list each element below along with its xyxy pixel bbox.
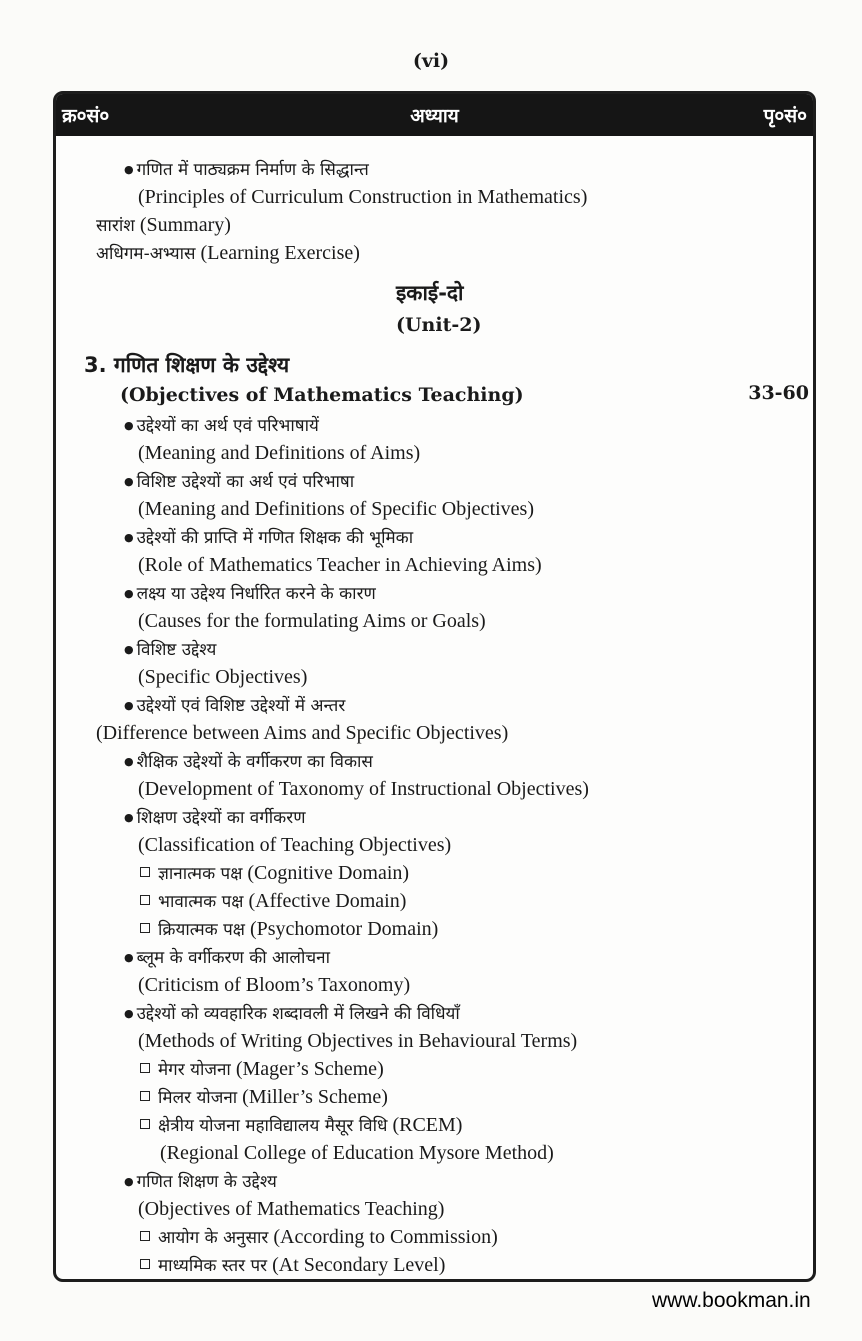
sub-entry <box>140 1252 445 1279</box>
website-link[interactable]: www.bookman.in <box>652 1289 811 1312</box>
toc-entry <box>124 748 373 777</box>
exercise-english: (Learning Exercise) <box>200 242 360 264</box>
checkbox-square-icon <box>140 895 150 905</box>
entry-hindi: ● गणित में पाठ्यक्रम निर्माण के सिद्धान्त <box>124 160 369 180</box>
entry-hindi: ● ब्लूम के वर्गीकरण की आलोचना <box>124 948 330 968</box>
sub-entry-detail: (Regional College of Education Mysore Method) <box>160 1142 554 1164</box>
chapter-hindi: गणित शिक्षण के उद्देश्य <box>113 353 290 377</box>
sub-entry-english: (According to Commission) <box>273 1226 498 1248</box>
summary-entry <box>96 212 231 239</box>
sub-entry-hindi: माध्यमिक स्तर पर <box>158 1256 268 1276</box>
entry-hindi: ● उद्देश्यों का अर्थ एवं परिभाषायें <box>124 416 319 436</box>
toc-entry <box>124 692 345 721</box>
header-chapter: अध्याय <box>410 105 459 127</box>
sub-entry-english: (Mager’s Scheme) <box>235 1058 384 1080</box>
unit-title-english: (Unit-2) <box>396 314 482 336</box>
entry-hindi: ● गणित शिक्षण के उद्देश्य <box>124 1172 277 1192</box>
checkbox-square-icon <box>140 867 150 877</box>
toc-entry <box>124 412 319 441</box>
header-serial-no: क्र०सं० <box>62 105 110 127</box>
entry-english: (Role of Mathematics Teacher in Achieving Aims) <box>138 554 542 576</box>
toc-entry <box>124 524 413 553</box>
toc-table <box>53 91 816 1282</box>
checkbox-square-icon <box>140 1119 150 1129</box>
chapter-number: 3. <box>84 353 107 377</box>
sub-entry <box>140 860 409 887</box>
sub-entry-english: (Psychomotor Domain) <box>249 918 439 940</box>
checkbox-square-icon <box>140 1259 150 1269</box>
exercise-hindi: अधिगम-अभ्यास <box>96 244 196 264</box>
entry-english: (Meaning and Definitions of Aims) <box>138 442 421 464</box>
toc-entry <box>124 156 369 185</box>
sub-entry-english: (RCEM) <box>392 1114 463 1136</box>
entry-english: (Specific Objectives) <box>138 666 308 688</box>
entry-english: (Classification of Teaching Objectives) <box>138 834 452 856</box>
sub-entry <box>140 1084 388 1111</box>
sub-entry-hindi: क्रियात्मक पक्ष <box>158 920 245 940</box>
sub-entry <box>140 1112 462 1139</box>
entry-hindi: ● उद्देश्यों की प्राप्ति में गणित शिक्षक की भूमिका <box>124 528 413 548</box>
entry-english: (Criticism of Bloom’s Taxonomy) <box>138 974 411 996</box>
entry-english: (Principles of Curriculum Construction in Mathematics) <box>138 186 588 208</box>
sub-entry-hindi: आयोग के अनुसार <box>158 1228 269 1248</box>
entry-hindi: ● उद्देश्यों एवं विशिष्ट उद्देश्यों में अन्तर <box>124 696 345 716</box>
entry-hindi: ● विशिष्ट उद्देश्य <box>124 640 216 660</box>
header-page-no: पृ०सं० <box>763 105 807 127</box>
sub-entry-hindi: ज्ञानात्मक पक्ष <box>158 864 243 884</box>
toc-entry <box>124 636 216 665</box>
entry-hindi: ● शिक्षण उद्देश्यों का वर्गीकरण <box>124 808 305 828</box>
sub-entry <box>140 916 438 943</box>
checkbox-square-icon <box>140 1231 150 1241</box>
sub-entry <box>140 1056 384 1083</box>
entry-english: (Methods of Writing Objectives in Behavioural Terms) <box>138 1030 578 1052</box>
sub-entry <box>140 1224 498 1251</box>
unit-title-hindi: इकाई-दो <box>396 281 464 305</box>
toc-entry <box>124 580 376 609</box>
sub-entry-english: (Cognitive Domain) <box>247 862 410 884</box>
exercise-entry <box>96 240 360 267</box>
checkbox-square-icon <box>140 923 150 933</box>
toc-header <box>56 94 813 136</box>
chapter-title-english: (Objectives of Mathematics Teaching) <box>120 384 524 406</box>
toc-entry <box>124 1000 460 1029</box>
entry-english: (Causes for the formulating Aims or Goals) <box>138 610 486 632</box>
sub-entry-hindi: भावात्मक पक्ष <box>158 892 244 912</box>
entry-hindi: ● विशिष्ट उद्देश्यों का अर्थ एवं परिभाषा <box>124 472 354 492</box>
entry-hindi: ● लक्ष्य या उद्देश्य निर्धारित करने के कारण <box>124 584 376 604</box>
checkbox-square-icon <box>140 1091 150 1101</box>
sub-entry-english: (Affective Domain) <box>248 890 407 912</box>
summary-english: (Summary) <box>139 214 231 236</box>
entry-english: (Development of Taxonomy of Instructional Objectives) <box>138 778 589 800</box>
sub-entry-hindi: मेगर योजना <box>158 1060 231 1080</box>
chapter-pages: 33-60 <box>748 382 809 404</box>
toc-entry <box>124 1168 277 1197</box>
sub-entry-english: (Miller’s Scheme) <box>242 1086 388 1108</box>
toc-entry <box>124 944 330 973</box>
summary-hindi: सारांश <box>96 216 135 236</box>
sub-entry-hindi: क्षेत्रीय योजना महाविद्यालय मैसूर विधि <box>158 1116 388 1136</box>
checkbox-square-icon <box>140 1063 150 1073</box>
chapter-title-hindi <box>84 352 289 378</box>
sub-entry-english: (At Secondary Level) <box>272 1254 446 1276</box>
sub-entry <box>140 888 406 915</box>
toc-entry <box>124 804 305 833</box>
toc-entry <box>124 468 354 497</box>
page-number: (vi) <box>412 50 450 72</box>
sub-entry-hindi: मिलर योजना <box>158 1088 238 1108</box>
entry-english: (Meaning and Definitions of Specific Objectives) <box>138 498 534 520</box>
entry-hindi: ● शैक्षिक उद्देश्यों के वर्गीकरण का विकास <box>124 752 373 772</box>
entry-hindi: ● उद्देश्यों को व्यवहारिक शब्दावली में लिखने की विधियाँ <box>124 1004 460 1024</box>
entry-english: (Difference between Aims and Specific Objectives) <box>96 722 509 744</box>
entry-english: (Objectives of Mathematics Teaching) <box>138 1198 445 1220</box>
